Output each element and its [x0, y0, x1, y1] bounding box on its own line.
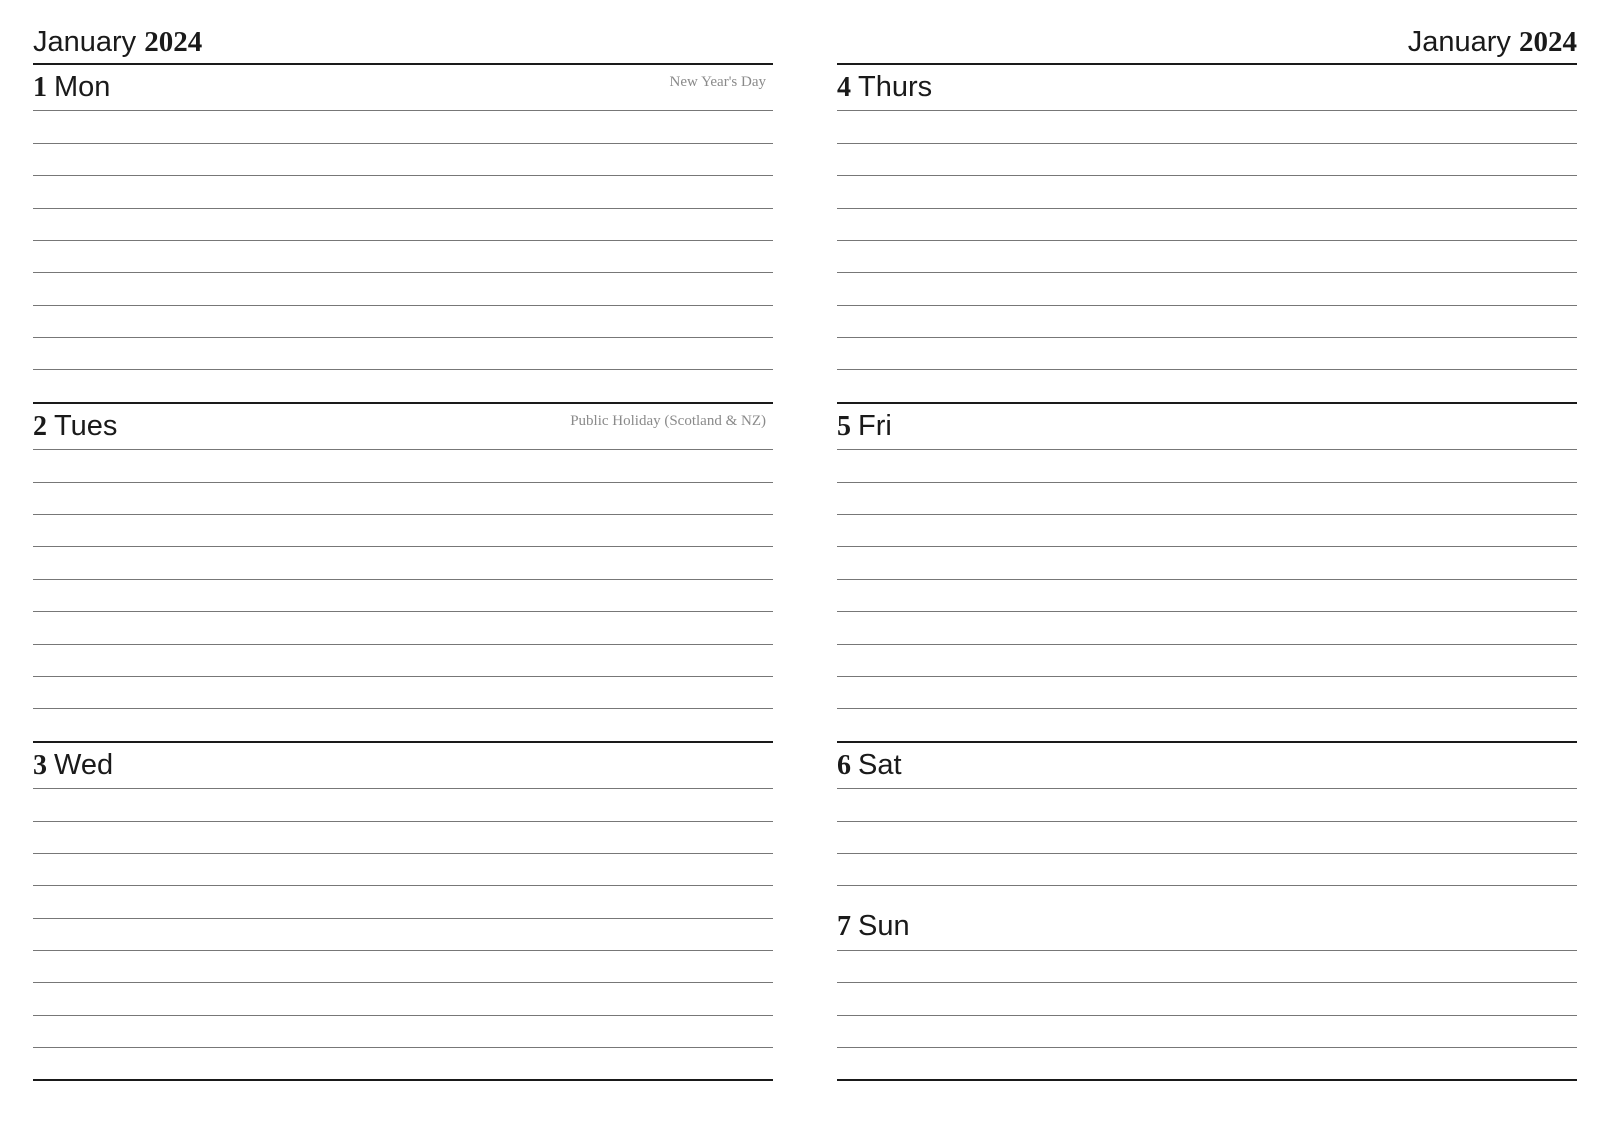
writing-line[interactable] — [33, 676, 773, 677]
writing-line[interactable] — [33, 611, 773, 612]
writing-line[interactable] — [837, 853, 1577, 854]
writing-line[interactable] — [837, 175, 1577, 176]
writing-line[interactable] — [837, 369, 1577, 370]
writing-line[interactable] — [837, 272, 1577, 273]
writing-line[interactable] — [33, 950, 773, 951]
writing-line[interactable] — [33, 644, 773, 645]
writing-line[interactable] — [33, 1015, 773, 1016]
writing-line[interactable] — [33, 708, 773, 709]
writing-line[interactable] — [33, 175, 773, 176]
page-header — [837, 22, 1577, 62]
header-month: January — [33, 26, 137, 58]
day-number: 6 — [837, 750, 851, 781]
header-year: 2024 — [144, 26, 203, 58]
day-header-2 — [33, 403, 773, 447]
writing-line[interactable] — [837, 110, 1577, 111]
writing-line[interactable] — [33, 579, 773, 580]
writing-line[interactable] — [33, 821, 773, 822]
day-number: 5 — [837, 411, 851, 442]
left-page — [33, 0, 773, 1135]
writing-line[interactable] — [33, 482, 773, 483]
day-header-3 — [33, 742, 773, 786]
writing-line[interactable] — [837, 514, 1577, 515]
writing-line[interactable] — [837, 240, 1577, 241]
page-header — [33, 22, 773, 62]
writing-line[interactable] — [837, 982, 1577, 983]
writing-line[interactable] — [837, 788, 1577, 789]
writing-line[interactable] — [837, 708, 1577, 709]
day-number: 2 — [33, 411, 47, 442]
day-name: Tues — [54, 410, 118, 442]
holiday-note: New Year's Day — [669, 74, 766, 90]
writing-line[interactable] — [33, 982, 773, 983]
writing-line[interactable] — [33, 240, 773, 241]
writing-line[interactable] — [837, 676, 1577, 677]
writing-line[interactable] — [837, 644, 1577, 645]
writing-line[interactable] — [33, 1047, 773, 1048]
writing-line[interactable] — [33, 918, 773, 919]
writing-line[interactable] — [837, 1047, 1577, 1048]
writing-line[interactable] — [33, 514, 773, 515]
writing-line[interactable] — [837, 611, 1577, 612]
writing-line[interactable] — [33, 885, 773, 886]
writing-line[interactable] — [837, 821, 1577, 822]
writing-line[interactable] — [33, 305, 773, 306]
writing-line[interactable] — [837, 482, 1577, 483]
writing-line[interactable] — [837, 1015, 1577, 1016]
day-name: Sun — [858, 910, 910, 942]
writing-line[interactable] — [837, 305, 1577, 306]
holiday-note: Public Holiday (Scotland & NZ) — [570, 413, 766, 429]
writing-line[interactable] — [33, 110, 773, 111]
right-page — [837, 0, 1577, 1135]
page-bottom-rule — [33, 1079, 773, 1081]
writing-line[interactable] — [33, 143, 773, 144]
writing-line[interactable] — [33, 546, 773, 547]
writing-line[interactable] — [837, 579, 1577, 580]
writing-line[interactable] — [837, 546, 1577, 547]
header-month: January — [1407, 26, 1511, 58]
day-name: Thurs — [858, 71, 933, 103]
day-number: 4 — [837, 72, 851, 103]
day-name: Mon — [54, 71, 111, 103]
day-header-4 — [837, 64, 1577, 108]
day-header-1 — [33, 64, 773, 108]
writing-line[interactable] — [837, 337, 1577, 338]
writing-line[interactable] — [33, 788, 773, 789]
page-bottom-rule — [837, 1079, 1577, 1081]
writing-line[interactable] — [837, 143, 1577, 144]
writing-line[interactable] — [837, 885, 1577, 886]
day-header-6 — [837, 742, 1577, 786]
day-name: Sat — [858, 749, 902, 781]
writing-line[interactable] — [33, 337, 773, 338]
writing-line[interactable] — [33, 272, 773, 273]
day-header-5 — [837, 403, 1577, 447]
writing-line[interactable] — [837, 950, 1577, 951]
day-name: Wed — [54, 749, 114, 781]
day-number: 1 — [33, 72, 47, 103]
day-number: 3 — [33, 750, 47, 781]
header-year: 2024 — [1519, 26, 1577, 58]
writing-line[interactable] — [33, 853, 773, 854]
writing-line[interactable] — [837, 208, 1577, 209]
writing-line[interactable] — [33, 369, 773, 370]
writing-line[interactable] — [33, 449, 773, 450]
writing-line[interactable] — [837, 449, 1577, 450]
writing-line[interactable] — [33, 208, 773, 209]
day-number: 7 — [837, 911, 851, 942]
day-name: Fri — [858, 410, 892, 442]
day-header-7 — [837, 903, 1577, 947]
